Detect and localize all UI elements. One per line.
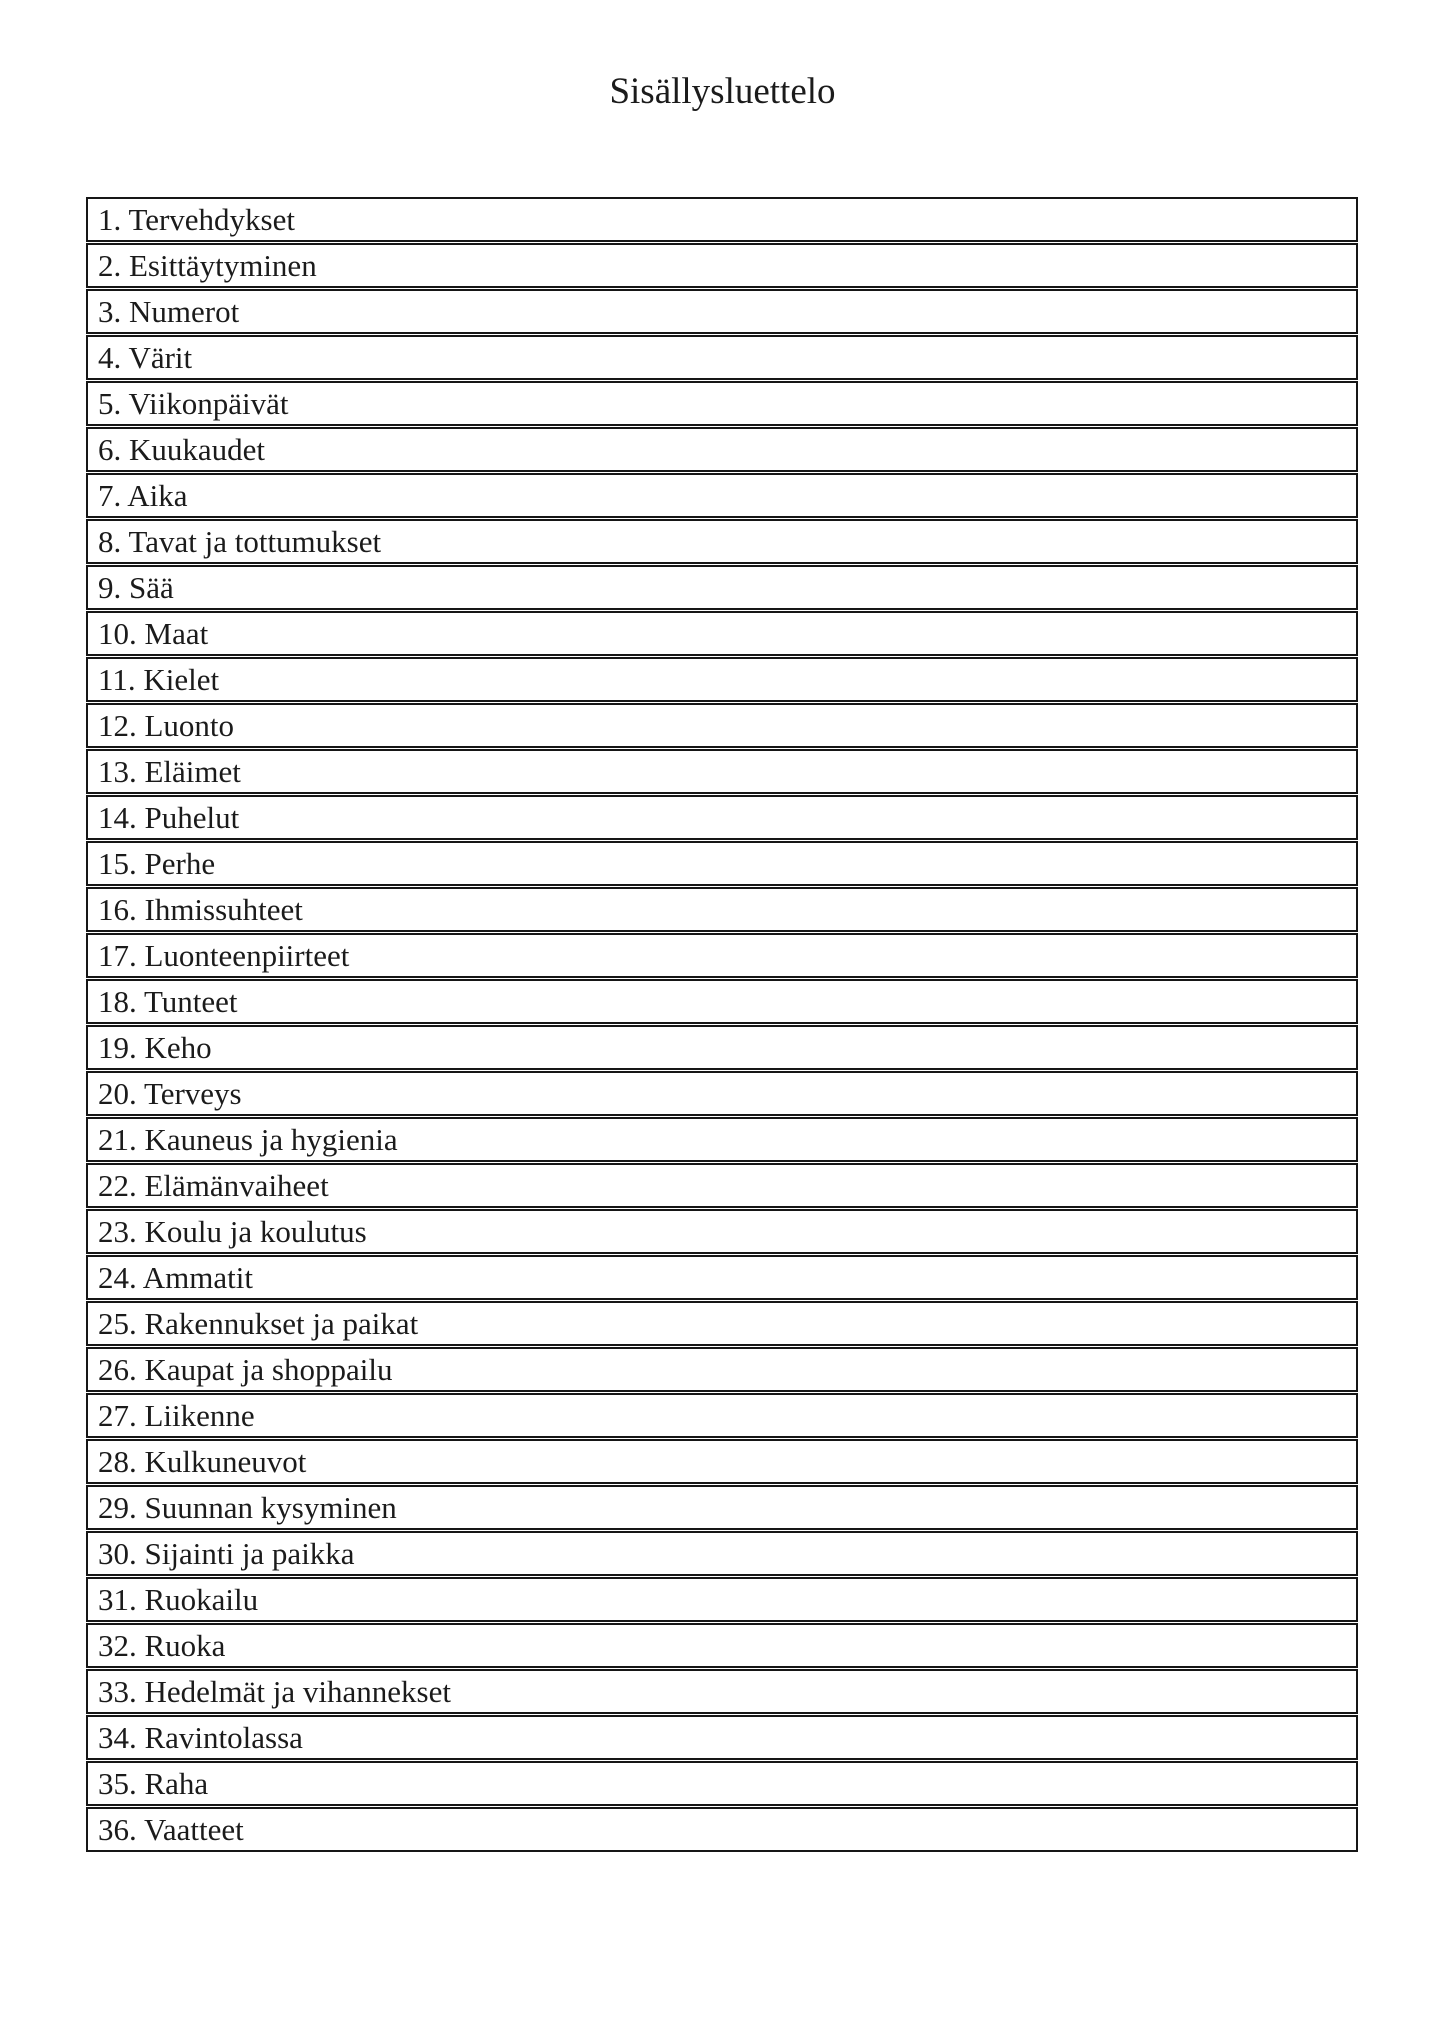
toc-row [86,1025,1358,1070]
toc-row-label: 14. Puhelut [98,800,240,835]
toc-row-label: 22. Elämänvaiheet [98,1168,329,1203]
toc-row-label: 6. Kuukaudet [98,432,266,467]
toc-row [86,979,1358,1024]
toc-row [86,1117,1358,1162]
toc-row [86,1761,1358,1806]
toc-table [86,197,1358,1852]
toc-row-label: 25. Rakennukset ja paikat [98,1306,419,1341]
toc-row-label: 20. Terveys [98,1076,242,1111]
toc-row-label: 7. Aika [98,478,188,513]
toc-row-label: 27. Liikenne [98,1398,255,1433]
toc-row [86,1393,1358,1438]
toc-row-label: 11. Kielet [98,662,220,697]
toc-row [86,1439,1358,1484]
toc-row [86,749,1358,794]
toc-row [86,427,1358,472]
toc-row [86,1301,1358,1346]
toc-row-label: 32. Ruoka [98,1628,226,1663]
toc-row-label: 2. Esittäytyminen [98,248,317,283]
toc-row [86,565,1358,610]
toc-row [86,657,1358,702]
toc-row [86,841,1358,886]
toc-row-label: 10. Maat [98,616,209,651]
toc-row [86,1715,1358,1760]
toc-row [86,1209,1358,1254]
toc-row-label: 33. Hedelmät ja vihannekset [98,1674,451,1709]
toc-row [86,795,1358,840]
toc-row-label: 35. Raha [98,1766,209,1801]
toc-row-label: 36. Vaatteet [98,1812,244,1847]
toc-row [86,1163,1358,1208]
toc-row [86,1807,1358,1852]
toc-row [86,197,1358,242]
toc-row-label: 19. Keho [98,1030,212,1065]
toc-row-label: 12. Luonto [98,708,235,743]
toc-row-label: 16. Ihmissuhteet [98,892,303,927]
toc-row-label: 23. Koulu ja koulutus [98,1214,367,1249]
toc-row [86,473,1358,518]
toc-row-label: 26. Kaupat ja shoppailu [98,1352,393,1387]
toc-row-label: 9. Sää [98,570,174,605]
toc-row [86,289,1358,334]
toc-row-label: 24. Ammatit [98,1260,253,1295]
toc-row [86,1669,1358,1714]
toc-row-label: 3. Numerot [98,294,240,329]
toc-row-label: 34. Ravintolassa [98,1720,303,1755]
toc-row-label: 29. Suunnan kysyminen [98,1490,397,1525]
toc-row-label: 8. Tavat ja tottumukset [98,524,382,559]
toc-row-label: 5. Viikonpäivät [98,386,289,421]
toc-row-label: 15. Perhe [98,846,216,881]
toc-row [86,1531,1358,1576]
toc-row [86,1485,1358,1530]
toc-row-label: 30. Sijainti ja paikka [98,1536,355,1571]
toc-row-label: 1. Tervehdykset [98,202,295,237]
toc-row [86,1255,1358,1300]
toc-row-label: 13. Eläimet [98,754,241,789]
toc-row [86,381,1358,426]
toc-row-label: 28. Kulkuneuvot [98,1444,307,1479]
toc-row [86,1577,1358,1622]
toc-row-label: 4. Värit [98,340,193,375]
toc-row [86,335,1358,380]
toc-row [86,703,1358,748]
toc-row [86,1347,1358,1392]
toc-row [86,611,1358,656]
toc-row-label: 31. Ruokailu [98,1582,259,1617]
toc-row [86,243,1358,288]
toc-row-label: 21. Kauneus ja hygienia [98,1122,398,1157]
toc-row-label: 17. Luonteenpiirteet [98,938,350,973]
toc-row [86,1623,1358,1668]
page-title: Sisällysluettelo [609,71,836,112]
toc-row [86,933,1358,978]
toc-row-label: 18. Tunteet [98,984,238,1019]
toc-row [86,519,1358,564]
toc-row [86,1071,1358,1116]
toc-row [86,887,1358,932]
